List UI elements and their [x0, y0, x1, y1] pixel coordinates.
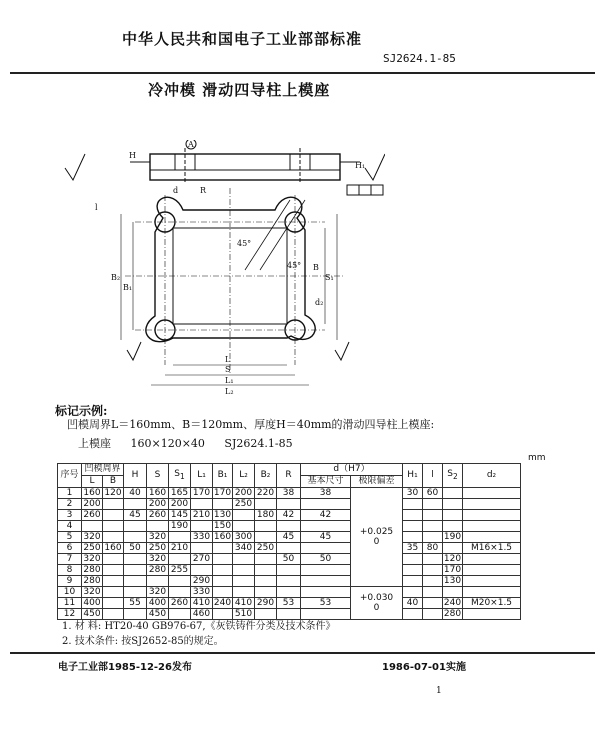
cell-L1: 330 — [191, 532, 213, 543]
issued-date: 电子工业部1985-12-26发布 — [58, 662, 192, 673]
col-H1: H₁ — [403, 464, 423, 488]
col-L1: L₁ — [191, 464, 213, 488]
cell-L2: 510 — [233, 609, 255, 620]
table-row — [58, 510, 521, 521]
cell-seq: 12 — [58, 609, 82, 620]
cell-l: 60 — [423, 488, 443, 499]
cell-L2: 340 — [233, 543, 255, 554]
label-deg45-right: 45° — [287, 261, 302, 270]
cell-H1: 40 — [403, 598, 423, 609]
cell-seq: 8 — [58, 565, 82, 576]
label-R: R — [200, 186, 207, 195]
cell-B2: 250 — [255, 543, 277, 554]
cell-d2 — [463, 521, 521, 532]
cell-H — [124, 521, 147, 532]
cell-d: 53 — [301, 598, 351, 609]
cell-S1: 210 — [169, 543, 191, 554]
cell-B1: 150 — [213, 521, 232, 531]
cell-H1 — [403, 576, 423, 587]
cell-d2 — [463, 587, 521, 598]
cell-d2 — [463, 510, 521, 521]
cell-seq: 6 — [58, 543, 82, 554]
cell-S: 280 — [147, 565, 169, 576]
cell-S — [147, 576, 169, 587]
page-number: 1 — [436, 686, 442, 696]
roughness-symbol — [335, 342, 349, 360]
cell-L1: 330 — [191, 587, 213, 598]
cell-d — [301, 521, 351, 532]
cell-S2 — [443, 521, 463, 532]
table-row — [58, 598, 521, 609]
cell-R — [277, 521, 301, 532]
cell-B — [103, 565, 124, 576]
note-material: 1. 材 料: HT20-40 GB976-67,《灰铁铸件分类及技术条件》 — [62, 621, 336, 632]
cell-B2 — [255, 554, 277, 565]
cell-l — [423, 532, 443, 543]
cell-L2 — [233, 565, 255, 576]
cell-L: 320 — [83, 554, 101, 564]
col-d-tolerance: 极限偏差 — [351, 476, 403, 488]
cell-L1 — [191, 499, 213, 510]
cell-R: 42 — [277, 510, 301, 521]
cell-L2 — [233, 554, 255, 565]
cell-L: 250 — [83, 543, 101, 553]
col-S: S — [147, 464, 169, 488]
cell-S1 — [169, 554, 191, 565]
cell-R — [277, 499, 301, 510]
cell-H1 — [403, 499, 423, 510]
cell-S1: 260 — [169, 598, 191, 609]
cell-B1: 160 — [213, 532, 232, 542]
roughness-symbol — [65, 154, 85, 180]
cell-d2 — [463, 499, 521, 510]
cell-d2 — [463, 532, 521, 543]
cell-S: 160 — [147, 488, 169, 499]
cell-seq: 5 — [58, 532, 82, 543]
cell-B2 — [255, 565, 277, 576]
cell-S: 320 — [147, 554, 169, 565]
cell-d: 50 — [301, 554, 351, 565]
cell-d — [301, 587, 351, 598]
cell-L1 — [191, 521, 213, 532]
page-title: 冷冲模 滑动四导柱上模座 — [148, 81, 331, 99]
cell-L1: 410 — [191, 598, 213, 609]
cell-B — [103, 587, 124, 598]
col-l: l — [423, 464, 443, 488]
cell-H1 — [403, 554, 423, 565]
org-name: 中华人民共和国电子工业部部标准 — [122, 30, 363, 48]
cell-l — [423, 554, 443, 565]
cell-B1: 240 — [213, 598, 232, 608]
cell-d: 42 — [301, 510, 351, 521]
cell-L2: 200 — [233, 488, 255, 499]
cell-B2: 220 — [255, 488, 277, 499]
cell-l — [423, 587, 443, 598]
label-B: B — [313, 263, 319, 272]
col-B2: B₂ — [255, 464, 277, 488]
col-perimeter: 凹模周界 — [82, 464, 124, 476]
cell-L1: 170 — [191, 488, 213, 499]
cell-S2: 170 — [443, 565, 462, 575]
cell-S: 260 — [147, 510, 169, 521]
cell-L2 — [233, 576, 255, 587]
cell-L — [82, 521, 103, 532]
label-B2: B₂ — [111, 273, 121, 282]
cell-S: 320 — [147, 532, 169, 543]
cell-B2 — [255, 499, 277, 510]
col-S1: $S_1$ — [169, 464, 191, 488]
cell-H1 — [403, 587, 423, 598]
cell-d: 38 — [301, 488, 351, 499]
cell-B — [103, 598, 124, 609]
label-d: d — [173, 186, 179, 195]
label-B1: B₁ — [123, 283, 133, 292]
cell-S — [147, 521, 169, 532]
top-rule — [10, 72, 595, 74]
label-S1: S₁ — [325, 273, 334, 282]
cell-R: 45 — [277, 532, 301, 543]
cell-seq: 9 — [58, 576, 82, 587]
cell-L2: 410 — [233, 598, 255, 609]
cell-R — [277, 543, 301, 554]
cell-S2: 280 — [443, 609, 462, 619]
cell-l — [423, 499, 443, 510]
cell-S: 320 — [147, 587, 169, 598]
cell-B1: 170 — [213, 488, 232, 498]
cell-d — [301, 543, 351, 554]
table-row — [58, 543, 521, 554]
cell-S2 — [443, 499, 463, 510]
cell-seq: 7 — [58, 554, 82, 565]
example-line-1: 凹模周界L＝160mm、B＝120mm、厚度H＝40mm的滑动四导柱上模座: — [67, 418, 435, 431]
cell-B1 — [213, 543, 233, 554]
cell-H — [124, 587, 147, 598]
label-d2: d₂ — [315, 298, 324, 307]
cell-L1: 290 — [191, 576, 213, 587]
cell-H — [124, 499, 147, 510]
cell-d2 — [463, 554, 521, 565]
cell-H — [124, 554, 147, 565]
cell-H: 50 — [124, 543, 147, 554]
cell-L: 200 — [83, 499, 101, 509]
cell-seq: 4 — [58, 521, 82, 532]
unit-label: mm — [528, 453, 546, 463]
technical-drawing — [55, 140, 385, 395]
label-H: H — [129, 151, 136, 160]
col-B: B — [103, 476, 124, 488]
cell-tolerance: +0.030 0 — [351, 587, 403, 620]
cell-L: 280 — [83, 576, 101, 586]
cell-seq: 11 — [58, 598, 82, 609]
cell-L2: 250 — [233, 499, 255, 510]
cell-R — [277, 565, 301, 576]
cell-L: 320 — [83, 532, 101, 542]
cell-S2 — [443, 488, 463, 499]
cell-S2: 120 — [443, 554, 462, 564]
cell-H — [124, 565, 147, 576]
cell-H: 45 — [124, 510, 147, 521]
table-row — [58, 499, 521, 510]
cell-R — [277, 587, 301, 598]
cell-B — [103, 576, 124, 587]
col-d2: d₂ — [463, 464, 521, 488]
col-R: R — [277, 464, 301, 488]
cell-d2 — [463, 488, 521, 499]
dimension-table — [57, 463, 521, 620]
col-S2: $S_2$ — [443, 464, 463, 488]
example-line-2: 上模座 160×120×40 SJ2624.1-85 — [78, 437, 293, 450]
cell-S1 — [169, 532, 191, 543]
cell-H1: 35 — [403, 543, 423, 554]
label-L1: L₁ — [225, 376, 234, 385]
cell-d — [301, 576, 351, 587]
cell-L2 — [233, 587, 255, 598]
cell-L: 320 — [83, 587, 101, 597]
cell-B2 — [255, 532, 277, 543]
cell-L: 160 — [83, 488, 101, 498]
implementation-date: 1986-07-01实施 — [382, 662, 466, 673]
cell-L: 450 — [83, 609, 101, 619]
col-L2: L₂ — [233, 464, 255, 488]
cell-B2 — [255, 521, 277, 532]
cell-l: 80 — [423, 543, 443, 554]
cell-R: 38 — [277, 488, 301, 499]
cell-H1 — [403, 510, 423, 521]
cell-R: 50 — [277, 554, 301, 565]
col-H: H — [124, 464, 147, 488]
cell-H1 — [403, 532, 423, 543]
cell-l — [423, 565, 443, 576]
cell-S1 — [169, 576, 191, 587]
cell-H: 55 — [124, 598, 147, 609]
cell-H: 40 — [124, 488, 147, 499]
cell-d2 — [463, 576, 521, 587]
label-l: l — [95, 203, 98, 212]
cell-l — [423, 609, 443, 620]
label-A: A — [188, 140, 194, 149]
cell-S1: 145 — [169, 510, 191, 521]
cell-H1 — [403, 609, 423, 620]
cell-L2 — [233, 510, 255, 521]
cell-S2 — [443, 587, 463, 598]
cell-d — [301, 499, 351, 510]
cell-l — [423, 510, 443, 521]
center-lines — [125, 188, 345, 375]
roughness-symbol — [365, 154, 385, 180]
cell-S: 400 — [147, 598, 169, 609]
label-deg45-top: 45° — [237, 239, 252, 248]
col-B1: B₁ — [213, 464, 233, 488]
cell-R: 53 — [277, 598, 301, 609]
table-row — [58, 532, 521, 543]
cell-d: 45 — [301, 532, 351, 543]
col-d-nominal: 基本尺寸 — [301, 476, 351, 488]
cell-S1: 255 — [169, 565, 191, 576]
cell-H1 — [403, 521, 423, 532]
cell-B2 — [255, 587, 277, 598]
cell-seq: 2 — [58, 499, 82, 510]
cell-L1: 270 — [191, 554, 213, 565]
cell-L1 — [191, 565, 213, 576]
cell-B2: 290 — [255, 598, 277, 609]
cell-B — [103, 510, 124, 521]
cell-B1: 130 — [213, 510, 232, 520]
cell-B1 — [213, 587, 233, 598]
cell-S1 — [169, 587, 191, 598]
standard-code: SJ2624.1-85 — [383, 52, 456, 65]
label-L2: L₂ — [225, 387, 234, 395]
cell-H — [124, 532, 147, 543]
cell-B1 — [213, 565, 233, 576]
label-L: L — [225, 355, 231, 364]
cell-d2 — [463, 565, 521, 576]
table-row — [58, 521, 521, 532]
cell-S1: 200 — [169, 499, 191, 510]
cell-B — [103, 532, 124, 543]
cell-d2: M20×1.5 — [463, 598, 521, 609]
cell-L: 400 — [83, 598, 101, 608]
col-d: d（H7） — [301, 464, 403, 476]
cell-L: 260 — [83, 510, 101, 520]
cell-d2 — [463, 609, 521, 620]
cell-H1 — [403, 565, 423, 576]
cell-B — [103, 521, 124, 532]
col-L: L — [82, 476, 103, 488]
cell-B: 160 — [104, 543, 122, 553]
cell-L1: 460 — [191, 609, 213, 620]
label-S: S — [225, 365, 231, 374]
cell-S: 450 — [147, 609, 169, 620]
cell-B — [103, 499, 124, 510]
cell-S2: 190 — [443, 532, 462, 542]
cell-d — [301, 565, 351, 576]
tolerance-frame — [347, 185, 383, 195]
cell-B2: 180 — [255, 510, 277, 521]
cell-L1: 210 — [191, 510, 213, 521]
cell-d2: M16×1.5 — [463, 543, 521, 554]
cell-L1 — [191, 543, 213, 554]
cell-l — [423, 576, 443, 587]
cell-L: 280 — [83, 565, 101, 575]
note-technical: 2. 技术条件: 按SJ2652-85的规定。 — [62, 636, 224, 647]
cell-l — [423, 521, 443, 532]
table-row — [58, 565, 521, 576]
cell-L2: 300 — [233, 532, 255, 543]
cell-B2 — [255, 576, 277, 587]
cell-seq: 3 — [58, 510, 82, 521]
cell-B1 — [213, 554, 233, 565]
cell-S2: 240 — [443, 598, 462, 608]
cell-S: 200 — [147, 499, 169, 510]
side-view — [130, 148, 360, 184]
cell-S: 250 — [147, 543, 169, 554]
cell-S1: 165 — [169, 488, 191, 499]
cell-R — [277, 576, 301, 587]
cell-S2: 130 — [443, 576, 462, 586]
label-H1: H₁ — [355, 161, 366, 170]
cell-H1: 30 — [403, 488, 423, 499]
cell-B1 — [213, 576, 233, 587]
cell-S2 — [443, 510, 463, 521]
cell-tolerance: +0.025 0 — [351, 488, 403, 587]
cell-B — [103, 554, 124, 565]
example-heading: 标记示例: — [55, 404, 108, 418]
table-row — [58, 576, 521, 587]
bottom-rule — [10, 652, 595, 654]
roughness-symbol — [127, 342, 141, 360]
table-row — [58, 587, 521, 598]
col-seq: 序号 — [58, 464, 82, 488]
cell-B: 120 — [104, 488, 122, 498]
cell-H — [124, 576, 147, 587]
cell-S1: 190 — [169, 521, 191, 532]
cell-L2 — [233, 521, 255, 532]
table-row — [58, 554, 521, 565]
cell-l — [423, 598, 443, 609]
cell-B1 — [213, 499, 233, 510]
cell-S2 — [443, 543, 463, 554]
cell-seq: 1 — [58, 488, 82, 499]
cell-seq: 10 — [58, 587, 82, 598]
table-row — [58, 488, 521, 499]
